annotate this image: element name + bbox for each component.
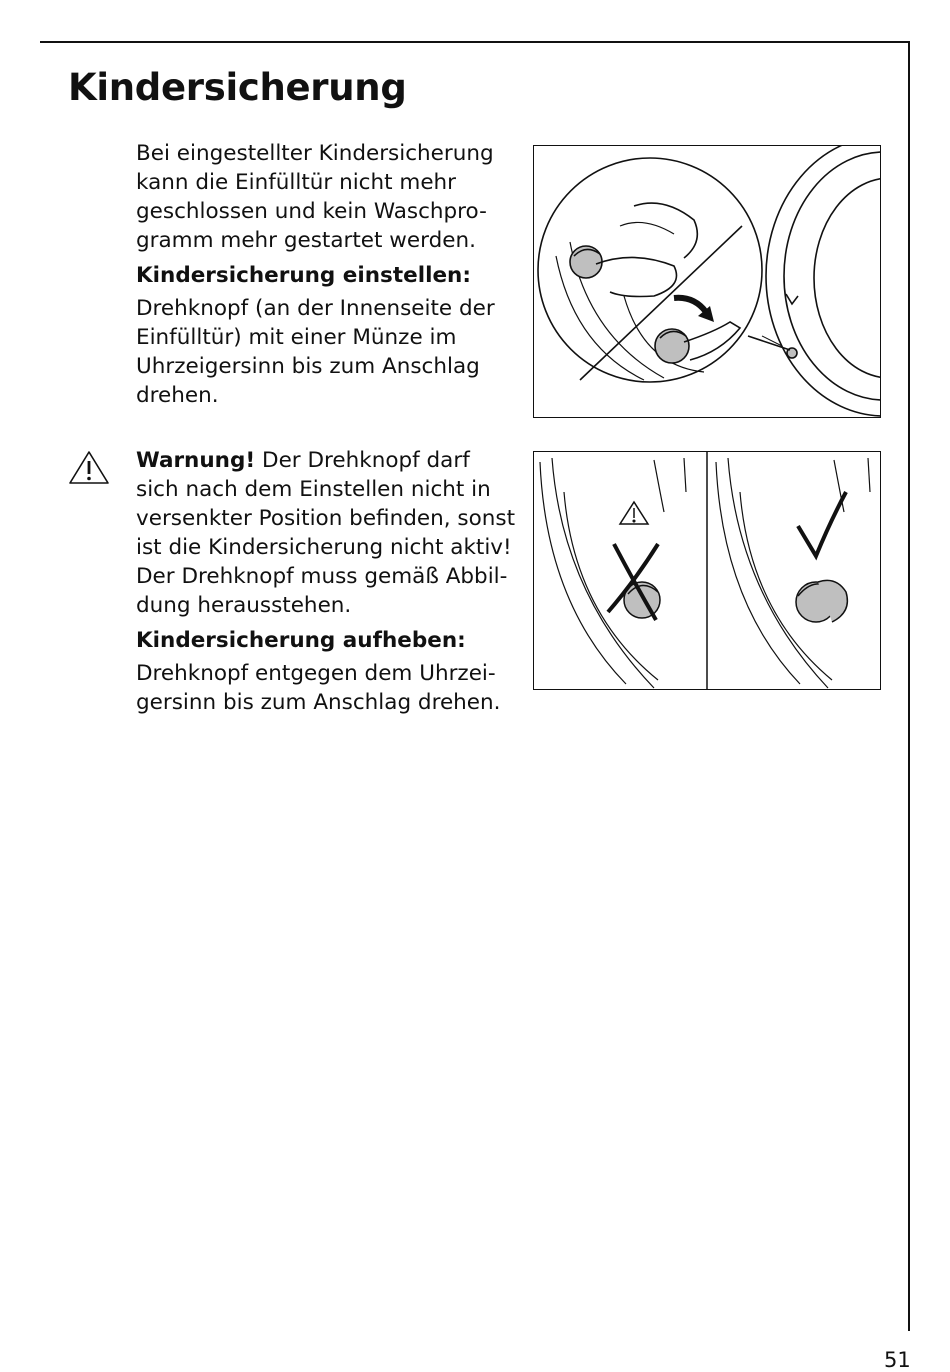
warning-line: Der Drehknopf muss gemäß Abbil- [136, 564, 508, 589]
intro-line: Bei eingestellter Kindersicherung [136, 141, 494, 166]
set-lock-text [136, 294, 495, 410]
warning-line: versenkter Position befinden, sonst [136, 506, 516, 531]
release-lock-text [136, 659, 515, 717]
top-rule [40, 41, 910, 43]
intro-line: gramm mehr gestartet werden. [136, 228, 476, 253]
door-hinge [786, 294, 798, 304]
page-title: Kindersicherung [68, 66, 407, 109]
release-lock-line: Drehknopf entgegen dem Uhrzei- [136, 661, 496, 686]
set-lock-heading: Kindersicherung einstellen: [136, 263, 471, 288]
page-number: 51 [884, 1348, 911, 1372]
door-glass [814, 178, 880, 378]
warning-line: ist die Kindersicherung nicht aktiv! [136, 535, 512, 560]
warning-label: Warnung! [136, 448, 256, 473]
warning-line: sich nach dem Einstellen nicht in [136, 477, 491, 502]
figure-knob-positions-illustration [534, 452, 880, 689]
panel-right [716, 458, 870, 688]
knob-upper [570, 246, 602, 278]
release-lock-line: gersinn bis zum Anschlag drehen. [136, 690, 501, 715]
door-inner-ring [784, 152, 880, 400]
instructions-block [136, 139, 495, 410]
intro-line: geschlossen und kein Waschpro- [136, 199, 487, 224]
figure-knob-positions [533, 451, 881, 690]
door-outer-ring [766, 146, 880, 416]
warning-first-line [136, 446, 515, 475]
figure-turn-knob-illustration [534, 146, 880, 417]
pointer-line [748, 336, 790, 350]
set-lock-line: drehen. [136, 383, 219, 408]
set-lock-line: Einfülltür) mit einer Münze im [136, 325, 457, 350]
release-lock-heading: Kindersicherung aufheben: [136, 628, 466, 653]
checkmark-icon [798, 492, 846, 556]
warning-text: Der Drehknopf darf [255, 448, 470, 473]
set-lock-line: Drehknopf (an der Innenseite der [136, 296, 495, 321]
right-margin-rule [908, 41, 910, 1331]
warning-block [136, 446, 515, 717]
intro-line: kann die Einfülltür nicht mehr [136, 170, 457, 195]
warning-triangle-icon [68, 450, 110, 486]
panel-wrong [540, 458, 686, 688]
warning-line: dung herausstehen. [136, 593, 352, 618]
set-lock-line: Uhrzeigersinn bis zum Anschlag [136, 354, 480, 379]
figure-turn-knob-with-coin [533, 145, 881, 418]
